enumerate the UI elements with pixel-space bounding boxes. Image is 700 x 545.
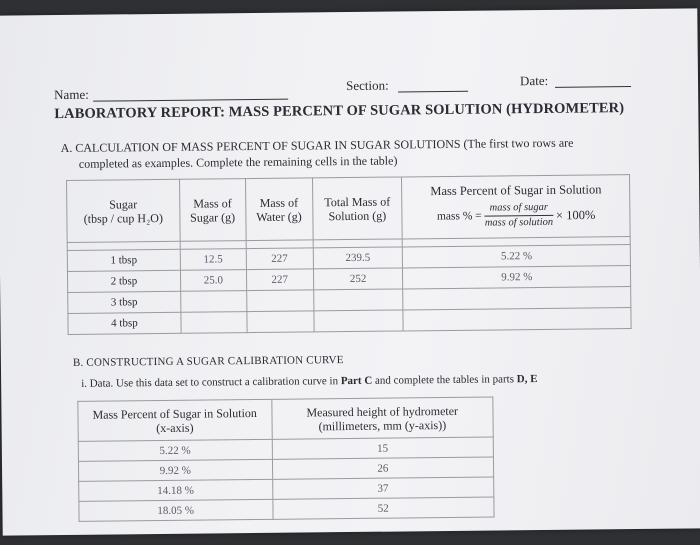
formula-denominator: mass of solution <box>484 216 554 229</box>
cell-y-height: 37 <box>272 477 494 499</box>
calibration-data-table <box>77 397 494 522</box>
part-a-instructions-line1: A. CALCULATION OF MASS PERCENT OF SUGAR IN SUGAR SOLUTIONS (The first two rows are <box>60 135 574 156</box>
header-sugar-line1: Sugar <box>109 196 138 212</box>
cell-y-height: 26 <box>272 457 494 479</box>
cell-mass-water: 227 <box>246 248 313 270</box>
table-row <box>79 497 494 521</box>
data-note-parts-de: D, E <box>516 373 538 386</box>
cell-y-height: 52 <box>272 497 494 519</box>
name-label: Name: <box>54 86 89 103</box>
header-hydrometer-height-y <box>271 397 493 439</box>
header-y-line1: Measured height of hydrometer <box>306 403 459 419</box>
cell-mass-percent[interactable] <box>403 308 631 331</box>
header-mass-percent-title: Mass Percent of Sugar in Solution <box>430 182 602 199</box>
cell-mass-sugar[interactable] <box>181 312 247 334</box>
calibration-header-row <box>78 397 493 441</box>
formula-rhs: × 100% <box>555 207 596 223</box>
header-x-line1: Mass Percent of Sugar in Solution <box>92 405 257 422</box>
header-sugar <box>67 179 180 242</box>
cell-x-percent: 5.22 % <box>78 439 272 461</box>
cell-mass-percent[interactable] <box>403 287 631 310</box>
formula-lhs: mass % = <box>436 210 482 223</box>
cell-total-mass: 239.5 <box>313 247 403 269</box>
cell-sugar: 2 tbsp <box>67 270 180 292</box>
header-mass-water-line2: Water (g) <box>256 209 302 224</box>
section-label: Section: <box>345 77 389 94</box>
date-label: Date: <box>519 72 549 89</box>
header-mass-sugar-line2: Sugar (g) <box>190 209 236 225</box>
part-a-instructions-line2: completed as examples. Complete the remaining cells in the table) <box>78 153 398 171</box>
header-mass-percent-x <box>78 399 272 441</box>
formula-fraction <box>485 201 554 231</box>
cell-x-percent: 18.05 % <box>79 499 273 521</box>
header-total-mass-line2: Solution (g) <box>328 208 387 223</box>
cell-mass-water: 227 <box>246 269 313 291</box>
cell-x-percent: 14.18 % <box>79 479 273 501</box>
cell-mass-sugar[interactable] <box>180 291 246 313</box>
cell-x-percent: 9.92 % <box>78 459 272 481</box>
cell-mass-percent: 5.22 % <box>403 245 631 268</box>
header-mass-percent <box>402 175 630 239</box>
part-b-data-note <box>81 373 537 390</box>
name-blank-line <box>93 99 288 102</box>
cell-mass-percent: 9.92 % <box>403 266 631 289</box>
cell-sugar: 4 tbsp <box>68 312 181 334</box>
cell-total-mass[interactable] <box>313 310 403 332</box>
header-sugar-line2: (tbsp / cup H₂O) <box>83 210 163 226</box>
header-mass-sugar-line1: Mass of <box>193 195 232 211</box>
cell-mass-water[interactable] <box>247 311 314 333</box>
formula-numerator: mass of sugar <box>485 201 553 217</box>
date-blank-line <box>555 86 631 88</box>
worksheet-page <box>0 8 700 535</box>
data-note-part-c: Part C <box>340 374 373 388</box>
header-mass-water <box>245 178 313 241</box>
cell-y-height: 15 <box>272 437 494 459</box>
header-x-line2: (x-axis) <box>156 420 194 435</box>
cell-total-mass[interactable] <box>313 289 403 311</box>
mass-percent-table <box>66 174 632 335</box>
header-y-line2: (millimeters, mm (y-axis)) <box>318 417 447 433</box>
section-blank-line <box>398 91 468 93</box>
cell-sugar: 1 tbsp <box>67 249 180 271</box>
table-header-row <box>67 175 631 243</box>
part-b-heading: B. CONSTRUCTING A SUGAR CALIBRATION CURVE <box>72 354 344 369</box>
table-row <box>68 308 631 335</box>
cell-mass-water[interactable] <box>246 290 313 312</box>
header-total-mass <box>312 177 403 240</box>
report-title: LABORATORY REPORT: MASS PERCENT OF SUGAR SOLUTION (HYDROMETER) <box>54 100 625 123</box>
data-note-text-mid: and complete the tables in parts <box>372 373 517 387</box>
cell-total-mass: 252 <box>313 268 403 290</box>
cell-sugar: 3 tbsp <box>68 291 181 313</box>
header-mass-water-line1: Mass of <box>259 195 299 210</box>
cell-mass-sugar: 25.0 <box>180 270 246 292</box>
header-total-mass-line1: Total Mass of <box>324 194 391 209</box>
cell-mass-sugar: 12.5 <box>180 249 246 271</box>
mass-percent-formula <box>403 200 630 231</box>
data-note-text: i. Data. Use this data set to construct a calibration curve in <box>81 375 341 390</box>
header-mass-sugar <box>179 179 246 242</box>
